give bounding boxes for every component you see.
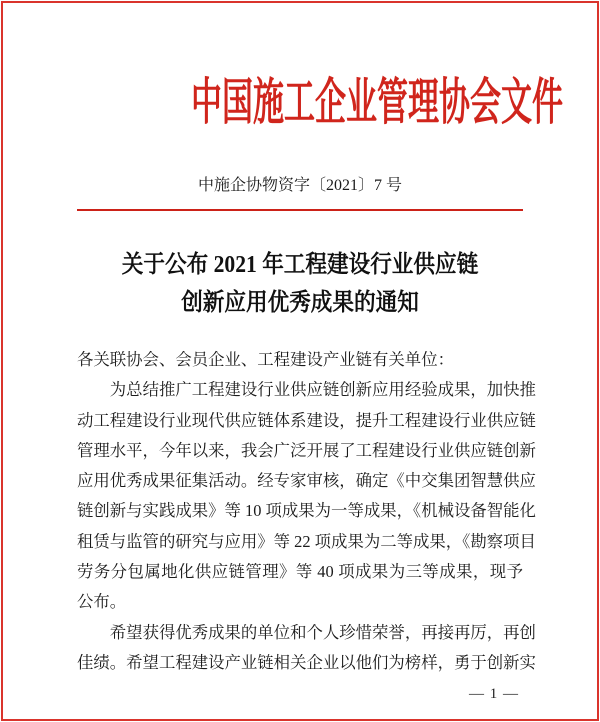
salutation-line: 各关联协会、会员企业、工程建设产业链有关单位： xyxy=(77,350,454,369)
document-number: 中施企协物资字〔2021〕7 号 xyxy=(197,177,402,194)
notice-title-line-2: 创新应用优秀成果的通知 xyxy=(181,290,419,316)
body-line: 应用优秀成果征集活动。经专家审核，确定《中交集团智慧供应 xyxy=(77,471,536,491)
notice-body xyxy=(77,345,536,678)
body-line: 动工程建设行业现代供应链体系建设，提升工程建设行业供应链 xyxy=(77,410,536,430)
page-number: — 1 — xyxy=(469,686,519,703)
body-line: 佳绩。希望工程建设产业链相关企业以他们为榜样，勇于创新实 xyxy=(77,652,536,672)
body-line: 为总结推广工程建设行业供应链创新应用经验成果，加快推 xyxy=(109,380,536,400)
notice-title xyxy=(77,246,523,322)
masthead-org-title: 中国施工企业管理协会文件 xyxy=(191,74,563,130)
red-divider-line xyxy=(77,209,523,211)
body-line: 租赁与监管的研究与应用》等 22 项成果为二等成果，《勘察项目 xyxy=(77,531,536,551)
body-line: 管理水平，今年以来，我会广泛开展了工程建设行业供应链创新 xyxy=(77,440,536,460)
body-line: 希望获得优秀成果的单位和个人珍惜荣誉，再接再厉，再创 xyxy=(109,622,536,642)
body-line: 公布。 xyxy=(77,592,127,612)
body-line: 链创新与实践成果》等 10 项成果为一等成果，《机械设备智能化 xyxy=(77,501,536,521)
notice-title-line-1: 关于公布 2021 年工程建设行业供应链 xyxy=(121,252,479,278)
masthead xyxy=(77,74,563,130)
body-line: 劳务分包属地化供应链管理》等 40 项成果为三等成果，现予 xyxy=(77,562,523,582)
